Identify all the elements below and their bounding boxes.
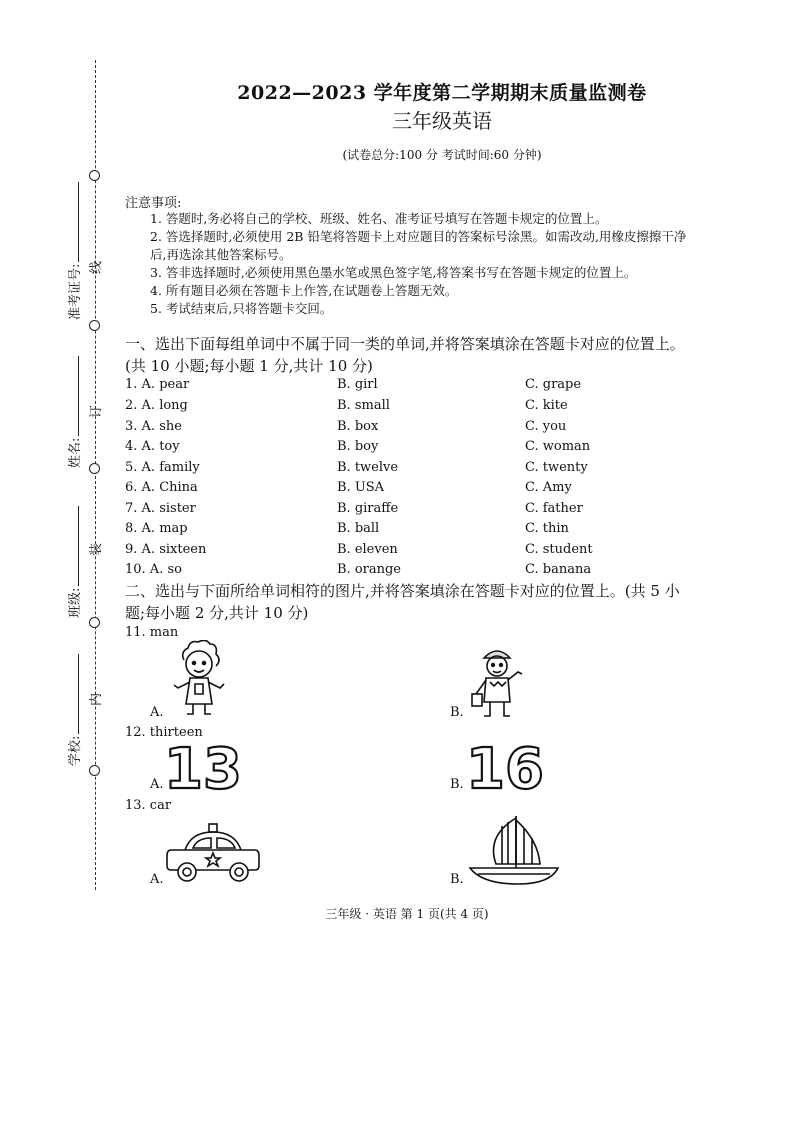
question-row: 6. A. China B. USA C. Amy xyxy=(125,480,572,495)
binding-hole xyxy=(89,170,100,181)
question-row: 4. A. toy B. boy C. woman xyxy=(125,439,591,454)
number-13-image xyxy=(160,738,250,794)
exam-subtitle: 三年级英语 xyxy=(392,109,492,133)
notes-heading: 注意事项: xyxy=(125,196,182,211)
note-item: 1. 答题时,务必将自己的学校、班级、姓名、准考证号填写在答题卡规定的位置上。 xyxy=(150,211,608,226)
option-label: B. xyxy=(450,705,464,720)
car-image xyxy=(165,820,261,886)
note-item: 2. 答选择题时,必须使用 2B 铅笔将答题卡上对应题目的答案标号涂黑。如需改动,用橡皮擦擦干净后,再选涂其他答案标号。 xyxy=(150,229,687,262)
svg-text:13: 13 xyxy=(164,738,242,794)
binding-hole xyxy=(89,320,100,331)
sailboat-image xyxy=(466,812,562,888)
option-label: A. xyxy=(150,872,164,887)
binding-word: 线 xyxy=(89,260,105,275)
worker-image xyxy=(466,642,528,722)
note-item: 3. 答非选择题时,必须使用黑色墨水笔或黑色签字笔,将答案书写在答题卡规定的位置上。 xyxy=(150,265,637,280)
option-label: B. xyxy=(450,777,464,792)
binding-word: 装 xyxy=(89,542,105,557)
question-row: 1. A. pear B. girl C. grape xyxy=(125,377,582,392)
svg-text:16: 16 xyxy=(466,738,544,794)
option-label: B. xyxy=(450,872,464,887)
note-item: 4. 所有题目必须在答题卡上作答,在试题卷上答题无效。 xyxy=(150,283,458,298)
binding-word: 内 xyxy=(89,692,105,707)
question-row: 9. A. sixteen B. eleven C. student xyxy=(125,542,593,557)
class-field[interactable]: 班级: xyxy=(64,506,83,618)
question-row: 2. A. long B. small C. kite xyxy=(125,398,568,413)
section2-instruction: 二、选出与下面所给单词相符的图片,并将答案填涂在答题卡对应的位置上。(共 5 小题;每小题 2 分,共计 10 分) xyxy=(125,582,680,622)
note-item: 5. 考试结束后,只将答题卡交回。 xyxy=(150,301,333,316)
student-id-field[interactable]: 准考证号: xyxy=(64,182,83,320)
binding-word: 订 xyxy=(89,404,105,419)
option-label: A. xyxy=(150,705,164,720)
exam-info: (试卷总分:100 分 考试时间:60 分钟) xyxy=(342,148,542,162)
item-word: 11. man xyxy=(125,625,179,640)
number-16-image xyxy=(462,738,552,794)
binding-hole xyxy=(89,617,100,628)
question-row: 5. A. family B. twelve C. twenty xyxy=(125,460,588,475)
girl-image xyxy=(168,640,230,720)
section1-instruction: 一、选出下面每组单词中不属于同一类的单词,并将答案填涂在答题卡对应的位置上。(共 10 小题;每小题 1 分,共计 10 分) xyxy=(125,335,685,375)
question-row: 10. A. so B. orange C. banana xyxy=(125,562,592,577)
name-field[interactable]: 姓名: xyxy=(64,356,83,468)
school-field[interactable]: 学校: xyxy=(64,654,83,766)
binding-hole xyxy=(89,463,100,474)
binding-hole xyxy=(89,765,100,776)
exam-title: 2022—2023 学年度第二学期期末质量监测卷 xyxy=(237,82,647,104)
option-label: A. xyxy=(150,777,164,792)
item-word: 12. thirteen xyxy=(125,725,203,740)
question-row: 8. A. map B. ball C. thin xyxy=(125,521,569,536)
question-row: 7. A. sister B. giraffe C. father xyxy=(125,501,583,516)
item-word: 13. car xyxy=(125,798,172,813)
page-footer: 三年级 · 英语 第 1 页(共 4 页) xyxy=(325,907,489,921)
question-row: 3. A. she B. box C. you xyxy=(125,419,567,434)
